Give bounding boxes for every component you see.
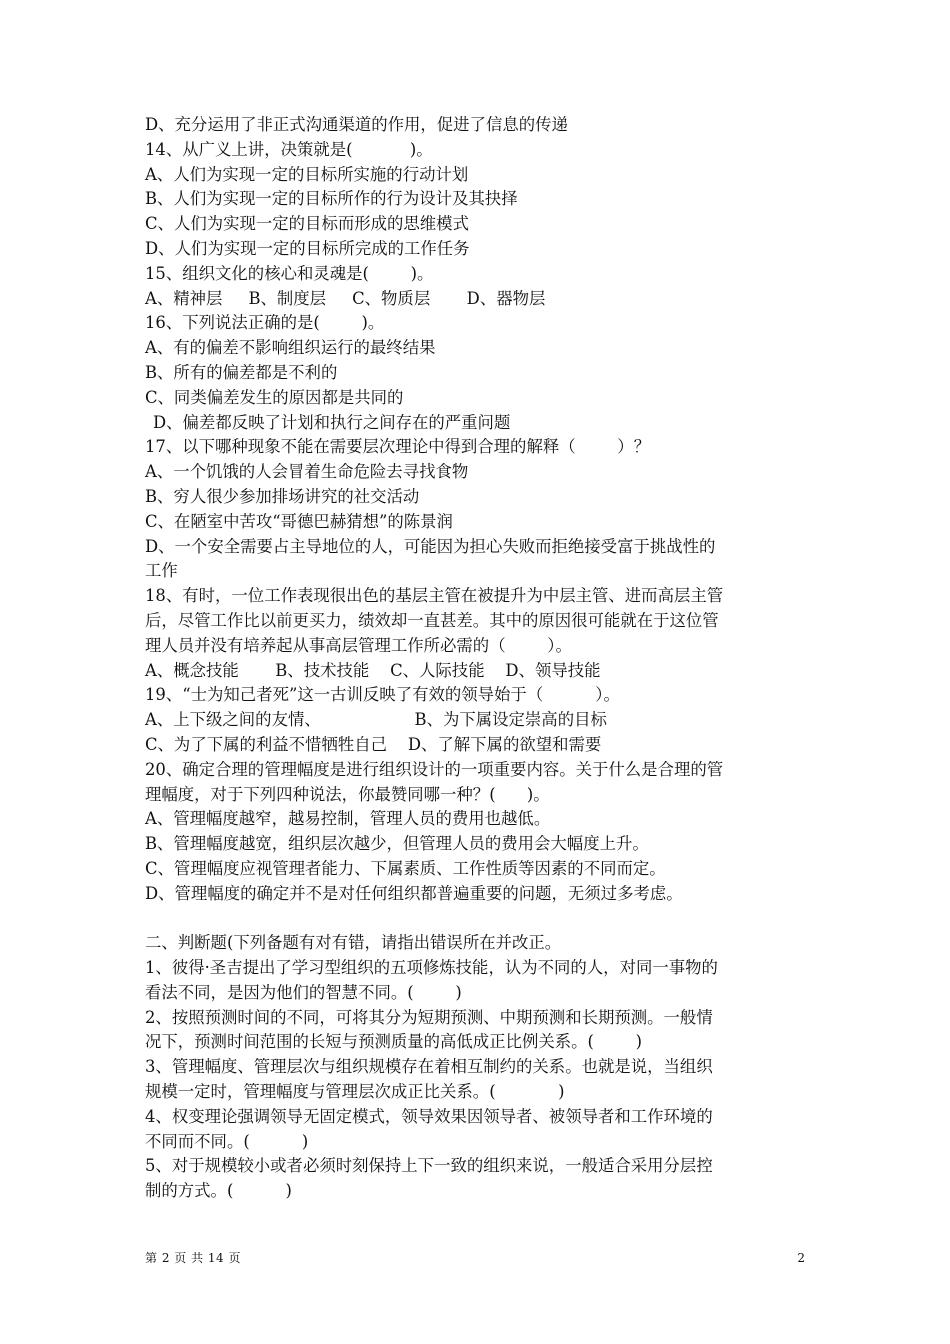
option-line: A、管理幅度越窄，越易控制，管理人员的费用也越低。: [145, 809, 551, 829]
question-19: 19、“士为知己者死”这一古训反映了有效的领导始于（ ）。: [145, 685, 620, 705]
option-line: C、管理幅度应视管理者能力、下属素质、工作性质等因素的不同而定。: [145, 858, 666, 878]
option-line: D、管理幅度的确定并不是对任何组织都普遍重要的问题，无须过多考虑。: [145, 883, 683, 903]
question-14: 14、从广义上讲，决策就是( )。: [145, 139, 433, 159]
option-line: C、人们为实现一定的目标而形成的思维模式: [145, 214, 469, 234]
text-line: 看法不同，是因为他们的智慧不同。( ): [145, 982, 462, 1002]
section-heading: 二、判断题(下列备题有对有错，请指出错误所在并改正。: [145, 933, 562, 953]
question-20: 20、确定合理的管理幅度是进行组织设计的一项重要内容。关于什么是合理的管: [145, 759, 724, 779]
question-18: 18、有时，一位工作表现很出色的基层主管在被提升为中层主管、进而高层主管: [145, 586, 724, 606]
option-line: A、有的偏差不影响组织运行的最终结果: [145, 338, 436, 358]
option-line: A、上下级之间的友情、 B、为下属设定崇高的目标: [145, 710, 607, 730]
judgment-2: 2、按照预测时间的不同，可将其分为短期预测、中期预测和长期预测。一般情: [145, 1007, 713, 1027]
question-17: 17、以下哪种现象不能在需要层次理论中得到合理的解释（ ）？: [145, 437, 651, 457]
option-line: B、管理幅度越宽，组织层次越少，但管理人员的费用会大幅度上升。: [145, 834, 649, 854]
judgment-4: 4、权变理论强调领导无固定模式，领导效果因领导者、被领导者和工作环境的: [145, 1106, 713, 1126]
option-line: A、概念技能 B、技术技能 C、人际技能 D、领导技能: [145, 660, 601, 680]
question-15: 15、组织文化的核心和灵魂是( )。: [145, 263, 434, 283]
text-line: 规模一定时，管理幅度与管理层次成正比关系。( ): [145, 1082, 565, 1102]
option-line: D、人们为实现一定的目标所完成的工作任务: [145, 238, 470, 258]
text-line: 制的方式。( ): [145, 1181, 292, 1201]
blank-line: [145, 907, 817, 932]
option-line: D、偏差都反映了计划和执行之间存在的严重问题: [153, 412, 511, 432]
text-line: 工作: [145, 561, 178, 581]
option-line: C、在陋室中苦攻“哥德巴赫猜想”的陈景润: [145, 511, 453, 531]
text-line: 况下，预测时间范围的长短与预测质量的高低成正比例关系。( ): [145, 1032, 643, 1052]
option-line: C、为了下属的利益不惜牺牲自己 D、了解下属的欲望和需要: [145, 734, 602, 754]
option-line: A、人们为实现一定的目标所实施的行动计划: [145, 164, 469, 184]
option-line: C、同类偏差发生的原因都是共同的: [145, 387, 404, 407]
text-line: 理幅度，对于下列四种说法，你最赞同哪一种？( )。: [145, 784, 550, 804]
judgment-1: 1、彼得·圣吉提出了学习型组织的五项修炼技能，认为不同的人，对同一事物的: [145, 958, 718, 978]
text-line: D、充分运用了非正式沟通渠道的作用，促进了信息的传递: [145, 115, 568, 134]
text-line: 后，尽管工作比以前更买力，绩效却一直甚差。其中的原因很可能就在于这位管: [145, 610, 719, 630]
option-line: A、一个饥饿的人会冒着生命危险去寻找食物: [145, 462, 469, 482]
page-number: 2: [797, 1251, 805, 1265]
judgment-3: 3、管理幅度、管理层次与组织规模存在着相互制约的关系。也就是说，当组织: [145, 1057, 713, 1077]
judgment-5: 5、对于规模较小或者必须时刻保持上下一致的组织来说，一般适合采用分层控: [145, 1156, 713, 1176]
option-line: D、一个安全需要占主导地位的人，可能因为担心失败而拒绝接受富于挑战性的: [145, 536, 716, 556]
question-16: 16、下列说法正确的是( )。: [145, 313, 385, 333]
page-footer-label: 第 2 页 共 14 页: [145, 1251, 241, 1265]
option-line: B、人们为实现一定的目标所作的行为设计及其抉择: [145, 189, 518, 209]
option-line: B、穷人很少参加排场讲究的社交活动: [145, 486, 420, 506]
text-line: 理人员并没有培养起从事高层管理工作所必需的（ ）。: [145, 635, 572, 655]
document-body: [145, 113, 817, 1204]
text-line: 不同而不同。( ): [145, 1131, 309, 1151]
option-line: B、所有的偏差都是不利的: [145, 362, 338, 382]
option-line: A、精神层 B、制度层 C、物质层 D、器物层: [145, 288, 546, 308]
